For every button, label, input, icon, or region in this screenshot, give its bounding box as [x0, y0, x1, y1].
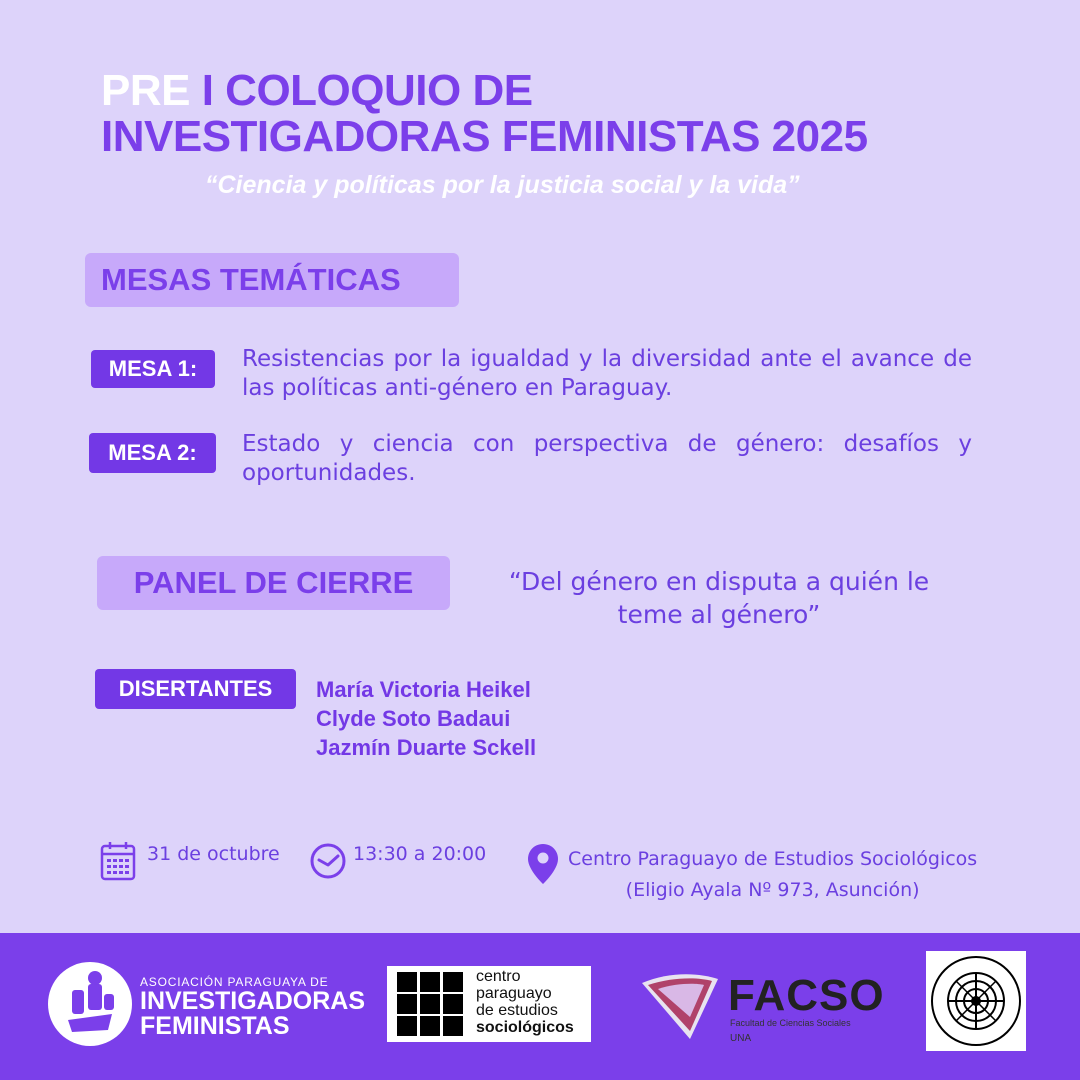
facso-subtitle: Facultad de Ciencias Sociales: [730, 1018, 851, 1028]
unp-seal-icon: [926, 951, 1026, 1051]
cpes-logo: [387, 966, 591, 1042]
cpes-grid-icon: [397, 972, 463, 1036]
panel-quote-line1: “Del género en disputa a quién le: [508, 567, 930, 596]
location-pin-icon: [526, 842, 560, 886]
cpes-line2: paraguayo: [476, 985, 552, 1002]
panel-quote-line2: teme al género”: [617, 600, 821, 629]
aipf-logo-icon: [46, 960, 134, 1048]
venue-address: (Eligio Ayala Nº 973, Asunción): [625, 879, 920, 901]
cpes-line3: de estudios: [476, 1002, 558, 1019]
clock-icon: [309, 842, 347, 880]
mesa1-description: Resistencias por la igualdad y la diversidad ante el avance de las políticas anti-género en Paraguay.: [242, 346, 972, 401]
facso-emblem-icon: [640, 969, 720, 1041]
cpes-text: [476, 968, 574, 1036]
facso-una: UNA: [730, 1033, 752, 1044]
mesa2-description: Estado y ciencia con perspectiva de género: desafíos y oportunidades.: [242, 431, 972, 486]
mesa2-tag: MESA 2:: [89, 433, 216, 473]
speaker-name: Jazmín Duarte Sckell: [316, 735, 537, 760]
title-pre: PRE: [101, 66, 190, 115]
sponsor-footer: [0, 933, 1080, 1080]
title-line2: INVESTIGADORAS FEMINISTAS 2025: [101, 112, 868, 161]
event-subtitle: “Ciencia y políticas por la justicia social y la vida”: [205, 171, 800, 199]
speakers-list: [316, 675, 536, 762]
event-date: 31 de octubre: [147, 843, 280, 865]
facso-wordmark: FACSO: [728, 971, 885, 1020]
aipf-line1: INVESTIGADORAS: [140, 987, 366, 1015]
venue-name: Centro Paraguayo de Estudios Sociológicos: [568, 848, 978, 870]
cpes-line1: centro: [476, 968, 521, 985]
event-time: 13:30 a 20:00: [353, 843, 487, 865]
aipf-line2: FEMINISTAS: [140, 1012, 290, 1040]
panel-quote: [474, 565, 964, 631]
event-title: [101, 68, 868, 160]
calendar-icon: [100, 841, 136, 881]
disertantes-heading: DISERTANTES: [95, 669, 296, 709]
mesas-heading: MESAS TEMÁTICAS: [85, 253, 459, 307]
facso-logo: [640, 963, 885, 1053]
speaker-name: Clyde Soto Badaui: [316, 706, 511, 731]
unp-logo: [926, 951, 1026, 1051]
cpes-line4: sociológicos: [476, 1019, 574, 1036]
panel-heading: PANEL DE CIERRE: [97, 556, 450, 610]
speaker-name: María Victoria Heikel: [316, 677, 531, 702]
title-line1: I COLOQUIO DE: [201, 66, 533, 115]
mesa1-tag: MESA 1:: [91, 350, 215, 388]
aipf-small-text: ASOCIACIÓN PARAGUAYA DE: [140, 975, 329, 989]
aipf-name: [140, 989, 365, 1039]
event-venue: [568, 844, 977, 906]
